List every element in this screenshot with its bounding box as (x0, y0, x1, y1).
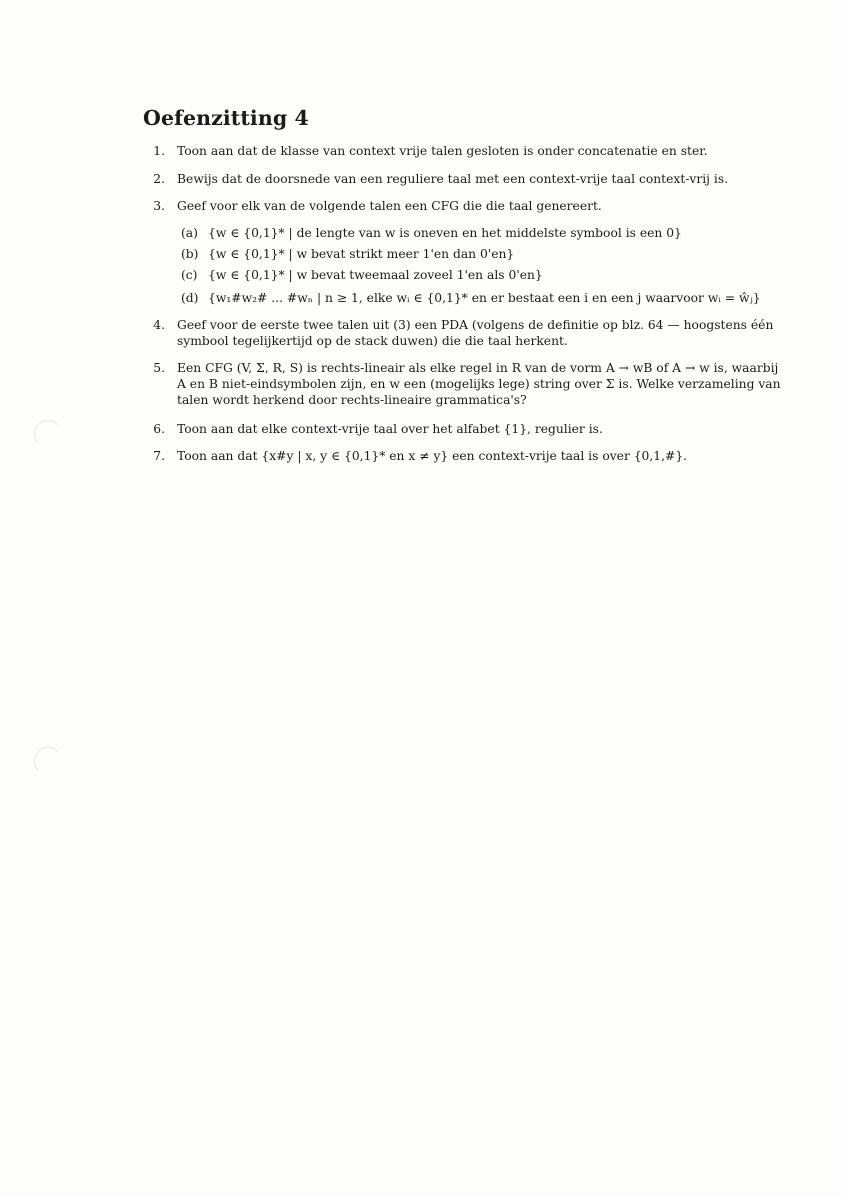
exercise-text-line-3: talen wordt herkend door rechts-lineaire grammatica's? (177, 393, 527, 407)
exercise-text-line-1: Geef voor de eerste twee talen uit (3) een PDA (volgens de definitie op blz. 64 — hoogstens één (177, 318, 774, 332)
exercise-number: 2. (153, 172, 165, 186)
exercise-text: Toon aan dat de klasse van context vrije talen gesloten is onder concatenatie en ster. (177, 144, 708, 158)
subitem-label: (c) (181, 268, 198, 282)
subitem-label: (a) (181, 226, 198, 240)
subitem-text: {w ∈ {0,1}* | de lengte van w is oneven en het middelste symbool is een 0} (208, 226, 682, 240)
page-title: Oefenzitting 4 (143, 106, 309, 130)
exercise-number: 4. (153, 318, 165, 332)
exercise-number: 7. (153, 449, 165, 463)
exercise-number: 1. (153, 144, 165, 158)
exercise-text-line-1: Een CFG (V, Σ, R, S) is rechts-lineair als elke regel in R van de vorm A → wB of A → w is, waarbij (177, 361, 779, 375)
scan-punch-mark (34, 747, 62, 775)
exercise-text: Geef voor elk van de volgende talen een CFG die die taal genereert. (177, 199, 602, 213)
exercise-text: Toon aan dat elke context-vrije taal over het alfabet {1}, regulier is. (177, 422, 603, 436)
exercise-text: Bewijs dat de doorsnede van een reguliere taal met een context-vrije taal context-vrij is. (177, 172, 729, 186)
exercise-number: 5. (153, 361, 165, 375)
subitem-text: {w ∈ {0,1}* | w bevat tweemaal zoveel 1'en als 0'en} (208, 268, 543, 282)
scan-punch-mark (34, 420, 62, 448)
exercise-text-line-2: symbool tegelijkertijd op de stack duwen) die die taal herkent. (177, 334, 568, 348)
exercise-number: 6. (153, 422, 165, 436)
subitem-label: (b) (181, 247, 199, 261)
subitem-text: {w ∈ {0,1}* | w bevat strikt meer 1'en dan 0'en} (208, 247, 515, 261)
subitem-text: {w₁#w₂# ... #wₙ | n ≥ 1, elke wᵢ ∈ {0,1}* en er bestaat een i en een j waarvoor wᵢ = ŵⱼ} (208, 291, 761, 305)
exercise-text-line-2: A en B niet-eindsymbolen zijn, en w een (mogelijks lege) string over Σ is. Welke verzameling van (177, 377, 781, 391)
exercise-number: 3. (153, 199, 165, 213)
subitem-label: (d) (181, 291, 199, 305)
exercise-text: Toon aan dat {x#y | x, y ∈ {0,1}* en x ≠ y} een context-vrije taal is over {0,1,#}. (177, 449, 688, 463)
